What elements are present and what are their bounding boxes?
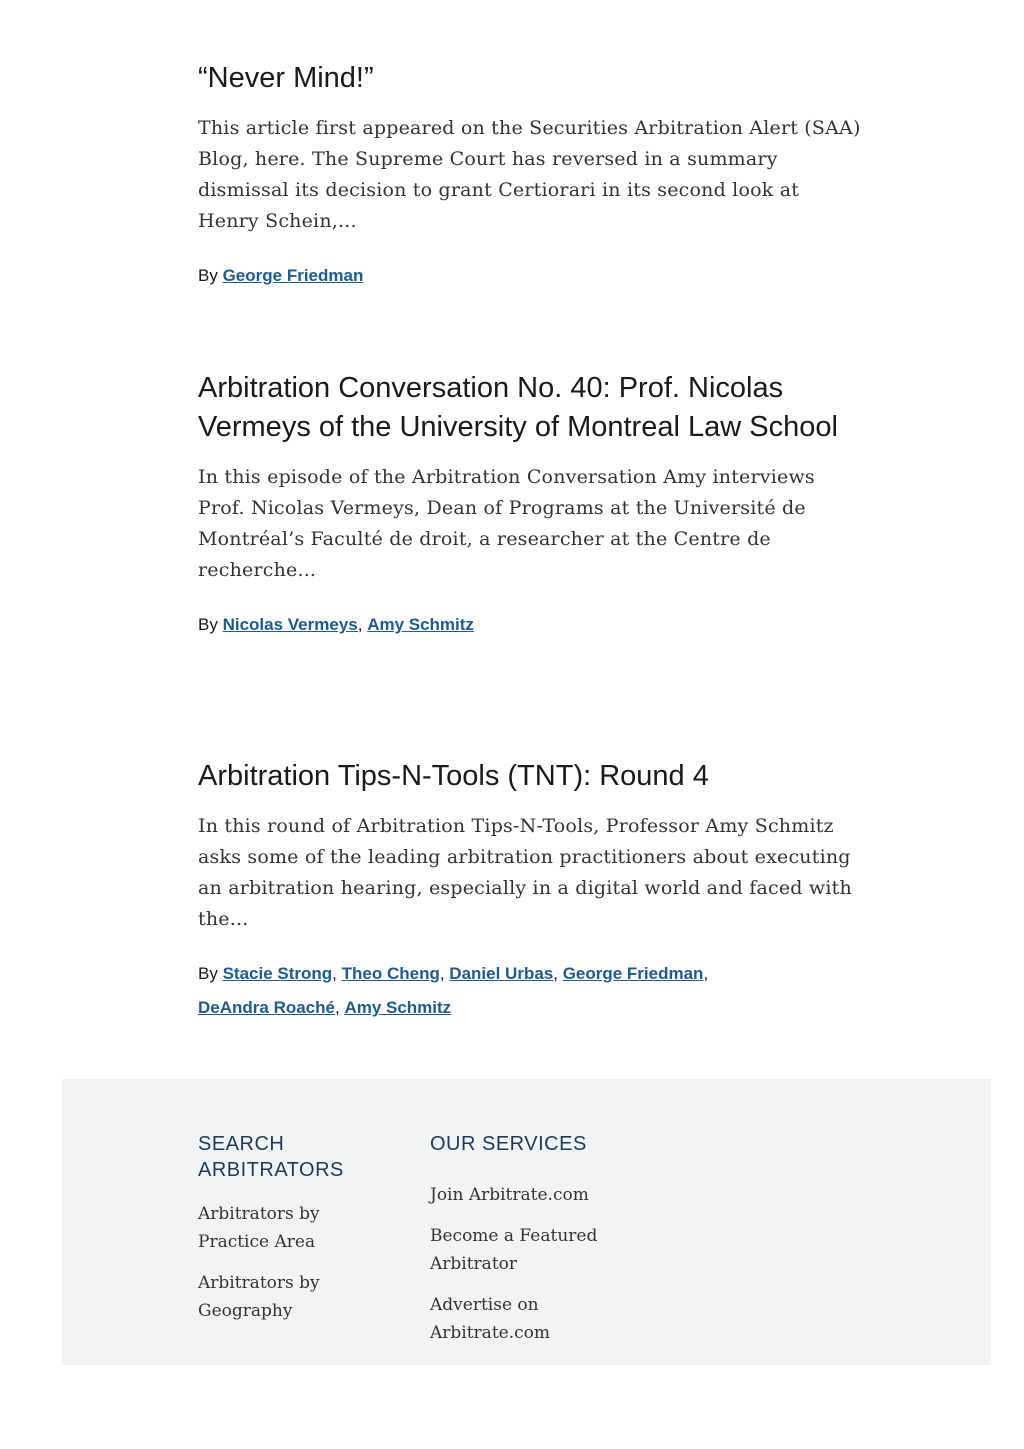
author-link[interactable]: Stacie Strong: [222, 964, 333, 983]
article-excerpt: This article first appeared on the Securities Arbitration Alert (SAA) Blog, here. The Supreme Court has reversed in a summary dismissal its decision to grant Certiorari in its second look at Henry Schein,...: [198, 117, 861, 232]
footer-search-arbitrators: [198, 1131, 388, 1325]
footer-link-practice-area[interactable]: Arbitrators by Practice Area: [198, 1204, 320, 1252]
footer-link-advertise[interactable]: Advertise on Arbitrate.com: [430, 1295, 550, 1343]
author-link[interactable]: Amy Schmitz: [367, 615, 474, 634]
author-separator: ,: [332, 964, 342, 983]
footer-our-services: [430, 1131, 640, 1347]
author-link[interactable]: Daniel Urbas: [449, 964, 554, 983]
footer-link-geography[interactable]: Arbitrators by Geography: [198, 1273, 320, 1321]
article-title[interactable]: Arbitration Conversation No. 40: Prof. Nicolas Vermeys of the University of Montreal Law School: [198, 372, 838, 443]
author-separator: ,: [439, 964, 450, 983]
byline-label: By: [198, 266, 218, 285]
article-card: [198, 369, 863, 642]
article-excerpt: In this episode of the Arbitration Conversation Amy interviews Prof. Nicolas Vermeys, Dean of Programs at the Université de Montréal’s Faculté de droit, a researcher at the Centre de recherche...: [198, 466, 815, 581]
article-byline: [198, 608, 863, 642]
author-link[interactable]: Nicolas Vermeys: [222, 615, 358, 634]
footer-link-list: [430, 1181, 640, 1347]
author-separator: ,: [357, 615, 368, 634]
byline-label: By: [198, 615, 218, 634]
author-separator: ,: [553, 964, 563, 983]
article-excerpt: In this round of Arbitration Tips-N-Tools, Professor Amy Schmitz asks some of the leading arbitration practitioners about executing an arbitration hearing, especially in a digital world and faced with the...: [198, 815, 852, 930]
author-link[interactable]: Amy Schmitz: [344, 998, 452, 1017]
byline-label: By: [198, 964, 218, 983]
author-link[interactable]: George Friedman: [562, 964, 704, 983]
article-byline: [198, 957, 863, 1025]
author-link[interactable]: George Friedman: [222, 266, 364, 285]
site-footer: [62, 1079, 991, 1365]
footer-link-join[interactable]: Join Arbitrate.com: [430, 1185, 589, 1205]
article-title[interactable]: “Never Mind!”: [198, 62, 374, 94]
author-separator: ,: [703, 964, 709, 983]
article-card: [198, 59, 863, 293]
footer-heading: OUR SERVICES: [430, 1133, 587, 1155]
footer-link-list: [198, 1200, 388, 1325]
footer-link-featured-arbitrator[interactable]: Become a Featured Arbitrator: [430, 1226, 598, 1274]
article-title[interactable]: Arbitration Tips-N-Tools (TNT): Round 4: [198, 760, 709, 792]
author-link[interactable]: Theo Cheng: [341, 964, 440, 983]
article-card: [198, 757, 863, 1025]
author-separator: ,: [334, 998, 345, 1017]
article-byline: [198, 259, 863, 293]
footer-heading: SEARCH ARBITRATORS: [198, 1133, 344, 1181]
author-link[interactable]: DeAndra Roaché: [198, 998, 335, 1017]
